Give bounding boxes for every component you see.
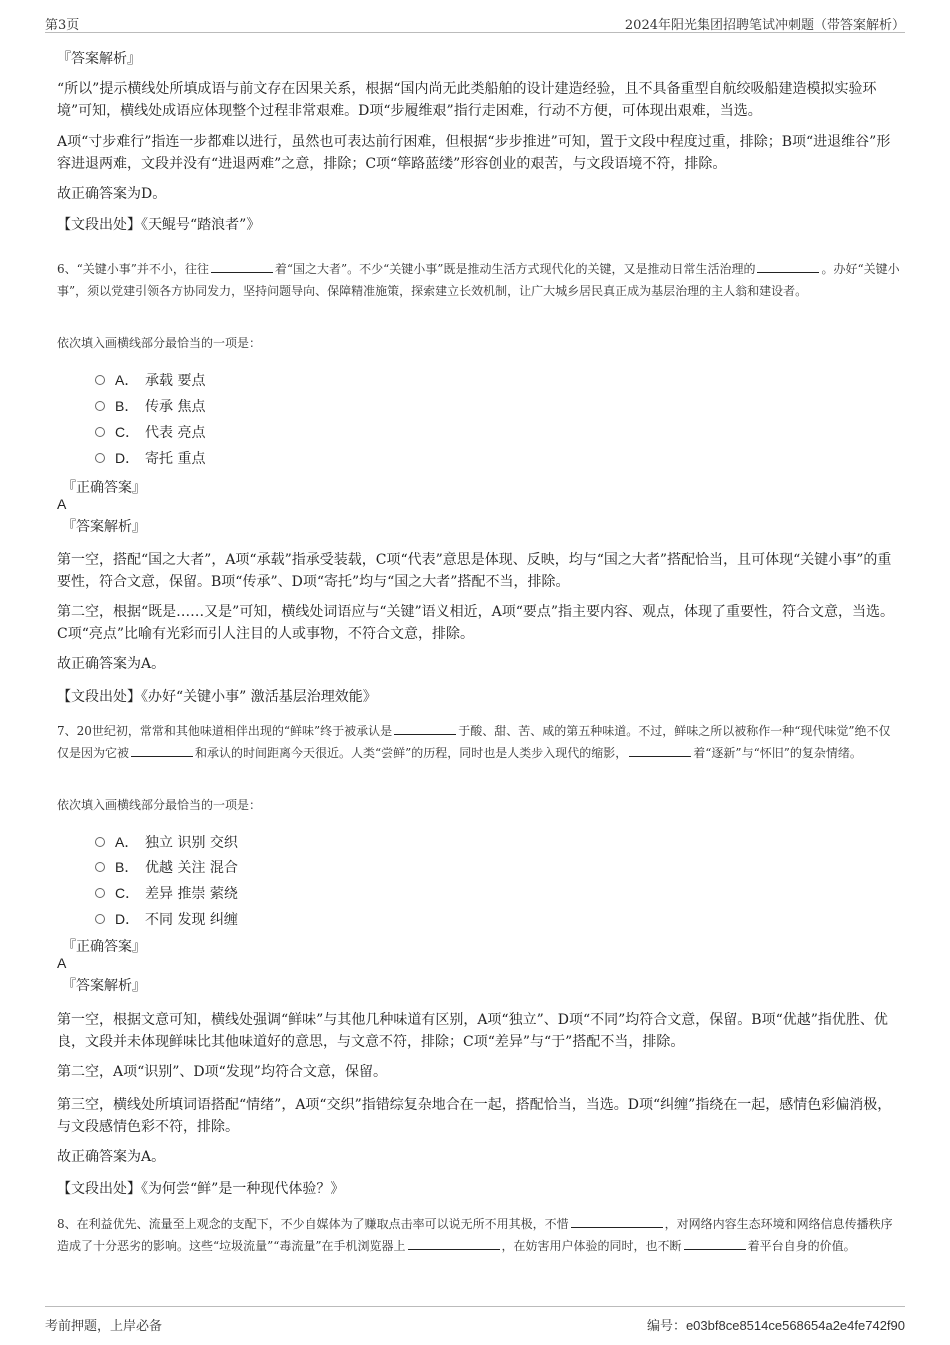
q6-analysis-1: 第一空，搭配“国之大者”，A项“承载”指承受装载，C项“代表”意思是体现、反映，均与“国之大者”搭配恰当，且可体现“关键小事”的重要性，符合文意，保留。B项“传承”、D项“寄托”均与“国之大者”搭配不当，排除。 [57,552,892,590]
q6-correct-label: 『正确答案』 [62,480,146,496]
q7-correct-label: 『正确答案』 [62,939,146,955]
q7-analysis-3: 第三空，横线处所填词语搭配“情绪”，A项“交织”指错综复杂地合在一起，搭配恰当，当选。D项“纠缠”指绕在一起，感情色彩偏消极，与文段感情色彩不符，排除。 [57,1097,892,1135]
q7-option-a[interactable]: A． 独立 识别 交织 [95,832,238,854]
radio-icon[interactable] [95,837,105,847]
blank-line [394,722,456,735]
footer-slogan: 考前押题，上岸必备 [45,1319,163,1334]
q7-conclusion: 故正确答案为A。 [57,1149,166,1165]
question-6-stem: 6、“关键小事”并不小，往往 着“国之大者”。不少“关键小事”既是推动生活方式现代化的关键，又是推动日常生活治理的 。办好“关键小事”，须以党建引领各方协同发力，坚持问题导向、保障精准施策，探索建立长效机制，让广大城乡居民真正成为基层治理的主人翁和建设者。 [57,262,900,298]
radio-icon[interactable] [95,914,105,924]
document-id: 编号：e03bf8ce8514ce568654a2e4fe742f90 [646,1318,905,1333]
question-7-stem: 7、20世纪初，常常和其他味道相伴出现的“鲜味”终于被承认是 于酸、甜、苦、咸的第五种味道。不过，鲜味之所以被称作一种“现代味觉”绝不仅仅是因为它被 和承认的时间距离今天很近。人类“尝鲜”的历程，同时也是人类步入现代的缩影， 着“逐新”与“怀旧”的复杂情绪。 [57,724,891,760]
radio-icon[interactable] [95,453,105,463]
blank-line [211,260,273,273]
radio-icon[interactable] [95,862,105,872]
q7-option-d[interactable]: D． 不同 发现 纠缠 [95,909,238,931]
page-footer [45,1306,905,1337]
q6-option-a[interactable]: A． 承载 要点 [95,370,205,392]
q6-option-d[interactable]: D． 寄托 重点 [95,448,205,470]
q6-analysis-label: 『答案解析』 [62,519,146,535]
blank-line [131,744,193,757]
prev-conclusion: 故正确答案为D。 [57,186,167,202]
radio-icon[interactable] [95,888,105,898]
document-title: 2024年阳光集团招聘笔试冲刺题（带答案解析） [624,18,905,33]
radio-icon[interactable] [95,401,105,411]
blank-line [408,1237,500,1250]
q7-analysis-1: 第一空，根据文意可知，横线处强调“鲜味”与其他几种味道有区别，A项“独立”、D项“不同”均符合文意，保留。B项“优越”指优胜、优良，文段并未体现鲜味比其他味道好的意思，与文意不符，排除；C项“差异”与“于”搭配不当，排除。 [57,1012,888,1050]
blank-line [571,1215,663,1228]
prev-source: 【文段出处】《天鲲号“踏浪者”》 [57,217,261,233]
q7-analysis-2: 第二空，A项“识别”、D项“发现”均符合文意，保留。 [57,1064,387,1080]
prev-analysis-paragraph-2: A项“寸步难行”指连一步都难以进行，虽然也可表达前行困难，但根据“步步推进”可知，置于文段中程度过重，排除；B项“进退维谷”形容进退两难，文段并没有“进退两难”之意，排除；C项“筚路蓝缕”形容创业的艰苦，与文段语境不符，排除。 [57,134,891,172]
page-number: 第3页 [45,18,80,33]
radio-icon[interactable] [95,427,105,437]
question-7-instruction: 依次填入画横线部分最恰当的一项是： [57,798,262,812]
q6-conclusion: 故正确答案为A。 [57,656,166,672]
q6-analysis-2: 第二空，根据“既是……又是”可知，横线处词语应与“关键”语义相近，A项“要点”指主要内容、观点，体现了重要性，符合文意，当选。C项“亮点”比喻有光彩而引人注目的人或事物，不符合文意，排除。 [57,604,895,642]
q7-option-b[interactable]: B． 优越 关注 混合 [95,857,238,879]
radio-icon[interactable] [95,375,105,385]
prev-analysis-paragraph-1: “所以”提示横线处所填成语与前文存在因果关系，根据“国内尚无此类船舶的设计建造经验，且不具备重型自航绞吸船建造模拟实验环境”可知，横线处成语应体现整个过程非常艰难。D项“步履维艰”指行走困难，行动不方便，可体现出艰难，当选。 [57,81,877,119]
q7-source: 【文段出处】《为何尝“鲜”是一种现代体验？》 [57,1181,345,1197]
q6-option-c[interactable]: C． 代表 亮点 [95,422,205,444]
blank-line [629,744,691,757]
q7-answer: A [57,955,67,971]
q7-option-c[interactable]: C． 差异 推崇 萦绕 [95,883,238,905]
page-header [45,10,905,33]
blank-line [684,1237,746,1250]
q6-option-b[interactable]: B． 传承 焦点 [95,396,205,418]
q7-analysis-label: 『答案解析』 [62,978,146,994]
q6-source: 【文段出处】《办好“关键小事” 激活基层治理效能》 [57,689,377,705]
question-8-stem: 8、在利益优先、流量至上观念的支配下，不少自媒体为了赚取点击率可以说无所不用其极，不惜 ，对网络内容生态环境和网络信息传播秩序造成了十分恶劣的影响。这些“垃圾流量”“毒流量”在手机浏览器上 ，在妨害用户体验的同时，也不断 着平台自身的价值。 [57,1217,893,1253]
prev-analysis-label: 『答案解析』 [57,51,141,67]
question-6-instruction: 依次填入画横线部分最恰当的一项是： [57,336,262,350]
blank-line [757,260,819,273]
q6-answer: A [57,496,67,512]
